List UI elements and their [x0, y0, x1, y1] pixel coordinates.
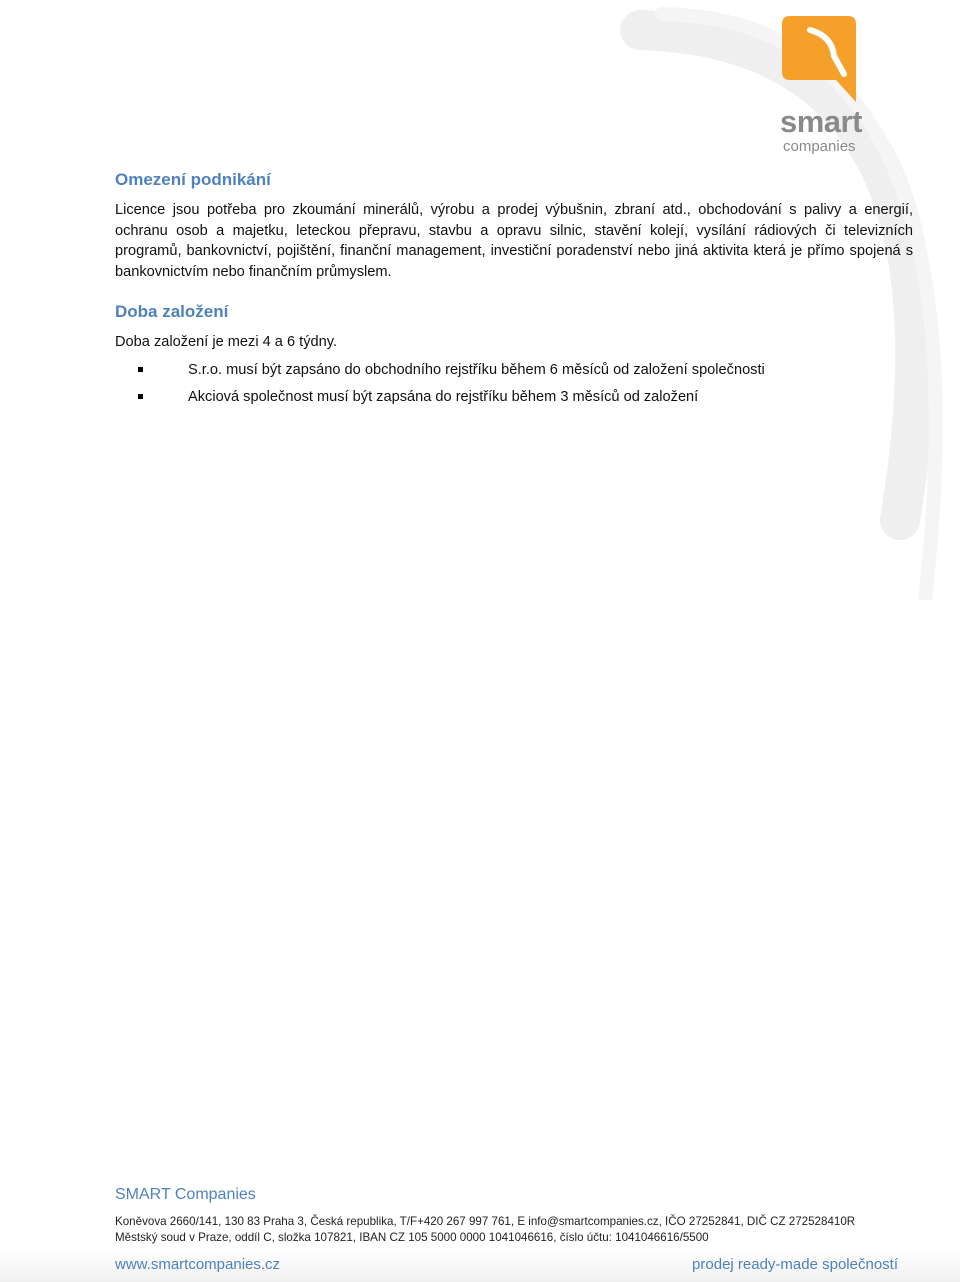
section-heading-duration: Doba založení — [115, 302, 229, 321]
bullet-square-icon — [138, 394, 143, 399]
bullet-text: S.r.o. musí být zapsáno do obchodního rejstříku během 6 měsíců od založení společnosti — [188, 362, 765, 378]
restrictions-paragraph: Licence jsou potřeba pro zkoumání minerálů, výrobu a prodej výbušnin, zbraní atd., obchodování s palivy a energií, ochranu osob a majetku, leteckou přepravu, stavbu a opravu silnic, stavění kolejí, vysílání rádiových či televizních programů, bankovnictví, pojištění, finanční management, investiční poradenství nebo jiná aktivita která je přímo spojená s bankovnictvím nebo finančním průmyslem. — [115, 202, 913, 280]
footer-company-name: SMART Companies — [115, 1186, 256, 1203]
footer-registry-line: Městský soud v Praze, oddíl C, složka 107821, IBAN CZ 105 5000 0000 1041046616, číslo účtu: 1041046616/5500 — [115, 1231, 709, 1244]
duration-paragraph: Doba založení je mezi 4 a 6 týdny. — [115, 334, 337, 350]
footer-website-link[interactable]: www.smartcompanies.cz — [115, 1256, 281, 1273]
footer-address-line: Koněvova 2660/141, 130 83 Praha 3, Česká republika, T/F+420 267 997 761, E info@smartcompanies.cz, IČO 27252841, DIČ CZ 272528410R — [115, 1215, 856, 1228]
bullet-text: Akciová společnost musí být zapsána do rejstříku během 3 měsíců od založení — [188, 389, 699, 405]
smart-companies-logo — [776, 14, 876, 155]
logo-word-companies: companies — [783, 138, 856, 155]
section-heading-restrictions: Omezení podnikání — [115, 170, 271, 189]
bullet-square-icon — [138, 367, 143, 372]
footer-tagline: prodej ready-made společností — [692, 1256, 898, 1273]
speech-bubble-icon — [782, 16, 856, 106]
logo-word-smart: smart — [780, 104, 862, 139]
